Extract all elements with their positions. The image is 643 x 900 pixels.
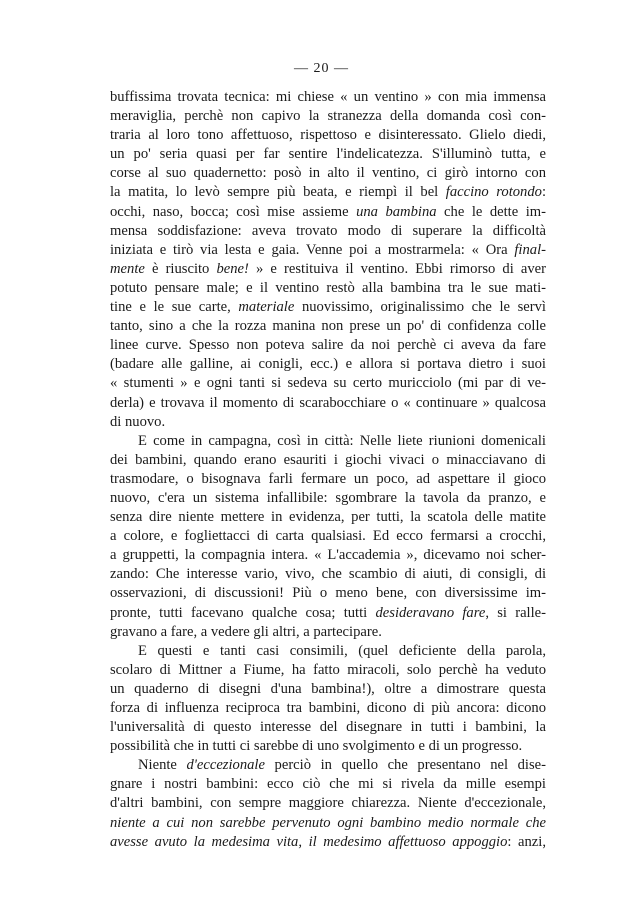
text-span: zando: Che interesse vario, vivo, che scambio di aiuti, di consigli, di [110,566,546,583]
text-span: occhi, naso, bocca; così mise assieme [110,203,357,220]
italic-span: una bambina [356,203,437,220]
text-span: di nuovo. [110,413,166,430]
text-span: potuto pensare male; e il ventino restò alla bambina tra le sue mati- [110,279,546,296]
text-line [110,432,546,451]
text-span: linee curve. Spesso non poteva salire da noi perchè ci aveva da fare [110,337,546,354]
text-span: » e restituiva il ventino. Ebbi rimorso di aver [248,260,546,277]
text-line [110,508,546,527]
text-line [110,680,546,699]
text-line [110,88,546,107]
text-line [110,279,546,298]
text-line [110,584,546,603]
text-span: derla) e trovava il momento di scarabocchiare o « continuare » qualcosa [110,394,546,411]
text-line [110,183,546,202]
text-span: un quaderno di disegni d'una bambina!), oltre a dimostrare questa [110,680,546,697]
text-line [110,126,546,145]
text-span: pronte, tutti facevano qualche cosa; tutti [110,604,376,621]
text-span: nuovissimo, originalissimo che le servì [294,299,546,316]
text-line [110,737,546,756]
text-line [110,394,546,413]
text-line [110,814,546,833]
text-span: perciò in quello che presentano nel dise- [264,757,546,774]
text-span: scolaro di Mittner a Fiume, ha fatto miracoli, solo perchè ha veduto [110,661,546,678]
text-span: gnare i nostri bambini: ecco ciò che mi si rivela da mille esempi [110,776,546,793]
italic-span: final- [514,241,546,258]
italic-span: bene! [216,260,249,277]
text-span: che le dette im- [436,203,546,220]
text-line [110,145,546,164]
text-line [110,298,546,317]
italic-span: mente [110,260,145,277]
text-span: senza dire niente mettere in evidenza, per tutti, la scatola delle matite [110,509,546,526]
text-span: E questi e tanti casi consimili, (quel deficiente della parola, [138,642,546,659]
text-span: (badare alle galline, ai conigli, ecc.) e allora si portava dietro i suoi [110,356,546,373]
text-span: , si ralle- [485,604,546,621]
text-span: « stumenti » e ogni tanti si sedeva su certo muricciolo (mi par di ve- [110,375,546,392]
italic-span: avesse avuto la medesima vita, il medesimo affettuoso appoggio [110,833,508,850]
italic-span: niente a cui non sarebbe pervenuto ogni bambino medio normale che [110,814,546,831]
text-span: mensa soddisfazione: aveva trovato modo di superare la difficoltà [110,222,546,239]
italic-span: materiale [238,299,295,316]
text-line [110,642,546,661]
text-line [110,355,546,374]
text-span: E come in campagna, così in città: Nelle liete riunioni domenicali [138,432,546,449]
text-span: d'altri bambini, con sempre maggiore chiarezza. Niente d'eccezionale, [110,795,546,812]
text-span: dei bambini, quando erano esauriti i giochi vivaci o minacciavano di [110,451,546,468]
text-line [110,775,546,794]
text-line [110,413,546,432]
text-line [110,623,546,642]
text-span: la matita, lo levò sempre più beata, e riempì il bel [110,184,446,201]
text-line [110,107,546,126]
text-span: Niente [138,757,187,774]
body-text [110,88,546,852]
text-span: gravano a fare, a vedere gli altri, a partecipare. [110,623,382,640]
text-line [110,661,546,680]
text-line [110,718,546,737]
text-line [110,470,546,489]
text-span: osservazioni, di discussioni! Più o meno bene, con diversissime im- [110,585,546,602]
italic-span: d'eccezionale [186,757,265,774]
text-span: è riuscito [144,260,217,277]
text-line [110,203,546,222]
text-span: a colore, e fogliettacci di carta qualsiasi. Ed ecco fermarsi a crocchi, [110,528,546,545]
text-span: : [541,184,546,201]
text-line [110,546,546,565]
text-span: tanto, sino a che la rozza manina non prese un po' di confidenza colle [110,318,546,335]
text-span: buffissima trovata tecnica: mi chiese « un ventino » con mia immensa [110,89,546,105]
text-span: corse al suo quadernetto: posò in alto il ventino, ci girò intorno con [110,165,546,182]
text-line [110,699,546,718]
text-line [110,833,546,852]
text-line [110,527,546,546]
text-line [110,164,546,183]
text-line [110,317,546,336]
text-span: nuovo, c'era un sistema infallibile: sgombrare la tavola da pranzo, e [110,489,546,506]
text-line [110,222,546,241]
text-span: trasmodare, o bisognava farli fermare un poco, ad aspettare il gioco [110,470,546,487]
text-line [110,565,546,584]
text-line [110,756,546,775]
text-span: iniziata e tirò via lesta e gaia. Venne poi a mostrarmela: « Ora [110,241,515,258]
text-line [110,451,546,470]
text-span: a gruppetti, la compagnia intera. « L'accademia », dicevamo noi scher- [110,547,546,564]
text-line [110,260,546,279]
text-span: l'universalità di questo interesse del disegnare in tutti i bambini, la [110,719,546,736]
text-span: tine e le sue carte, [110,299,239,316]
text-line [110,794,546,813]
text-span: : anzi, [507,833,546,850]
text-span: traria al loro tono affettuoso, rispettoso e disinteressato. Glielo diedi, [110,127,546,144]
text-span: forza di influenza reciproca tra bambini, dicono di più ancora: dicono [110,700,546,716]
text-line [110,489,546,508]
page-number: — 20 — [294,61,349,76]
text-line [110,374,546,393]
text-line [110,336,546,355]
text-span: un po' seria quasi per far sentire l'indelicatezza. S'illuminò tutta, e [110,146,546,163]
text-span: meraviglia, perchè non capivo la stranezza della domanda così con- [110,108,546,125]
italic-span: faccino rotondo [445,184,542,201]
text-span: possibilità che in tutti ci sarebbe di uno svolgimento e di un progresso. [110,738,523,755]
italic-span: desideravano fare [375,604,486,621]
text-line [110,604,546,623]
text-line [110,241,546,260]
